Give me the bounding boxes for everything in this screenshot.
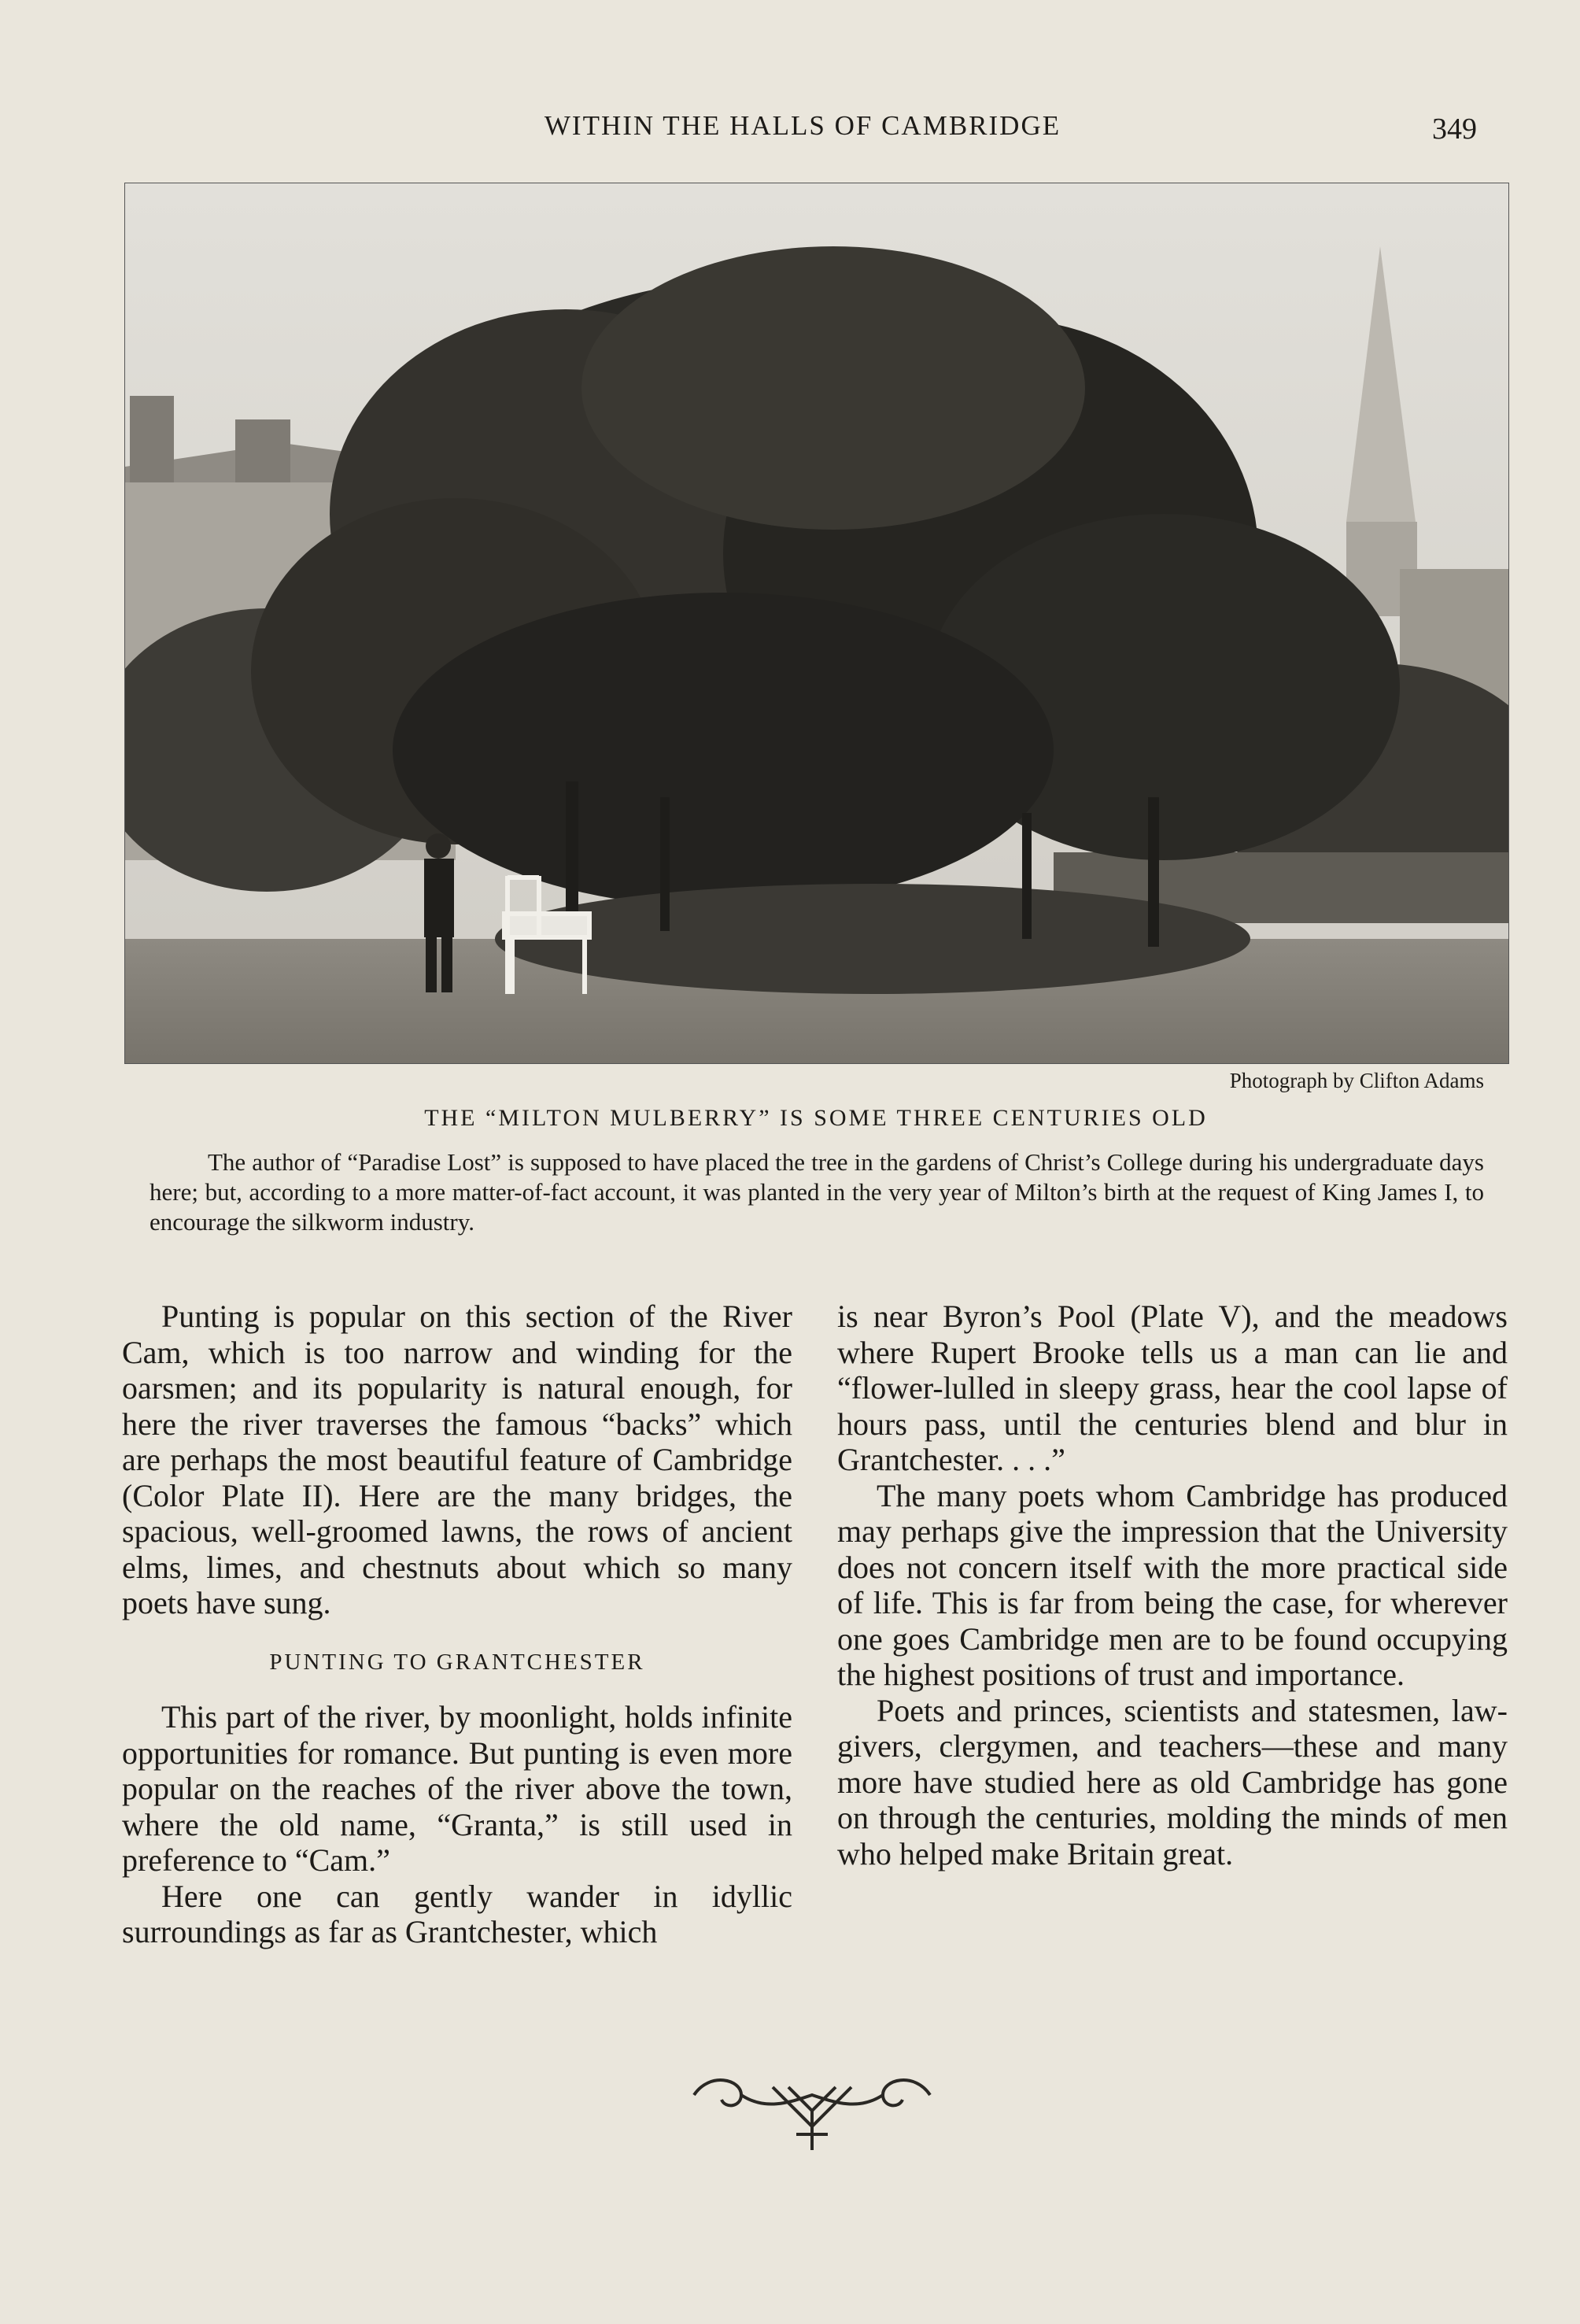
left-column: [122, 1299, 792, 1950]
page-number: 349: [1432, 113, 1477, 146]
paragraph: Punting is popular on this section of the River Cam, which is too narrow and winding for the oarsmen; and its popularity is natural enough, for here the river traverses the famous “backs” which are perhaps the most beautiful feature of Cambridge (Color Plate II). Here are the many bridges, the spacious, well-groomed lawns, the rows of ancient elms, limes, and chestnuts about which so many poets have sung.: [122, 1299, 792, 1620]
chimney: [235, 419, 290, 482]
running-header: [0, 110, 1580, 150]
caption-title: THE “MILTON MULBERRY” IS SOME THREE CENTURIES OLD: [424, 1105, 1208, 1131]
section-heading: PUNTING TO GRANTCHESTER: [269, 1649, 645, 1675]
paragraph: Poets and princes, scientists and statesmen, law-givers, clergymen, and teachers—these and many more have studied here as old Cambridge has gone on through the centuries, molding the minds of men who helped make Britain great.: [837, 1692, 1508, 1871]
photograph-illustration: [125, 183, 1508, 1063]
milton-mulberry-photograph: [124, 183, 1509, 1064]
right-column: [837, 1299, 1508, 1871]
paragraph: This part of the river, by moonlight, holds infinite opportunities for romance. But punting is even more popular on the reaches of the river above the town, where the old name, “Granta,” is still used in preference to “Cam.”: [122, 1699, 792, 1878]
paragraph: is near Byron’s Pool (Plate V), and the meadows where Rupert Brooke tells us a man can lie and “flower-lulled in sleepy grass, hear the cool lapse of hours pass, until the centuries blend and blur in Grantchester. . . .”: [837, 1299, 1508, 1477]
photo-credit: Photograph by Clifton Adams: [1229, 1069, 1484, 1092]
running-title: WITHIN THE HALLS OF CAMBRIDGE: [544, 110, 1061, 141]
chimney: [130, 396, 174, 482]
decorative-tailpiece-ornament: [678, 2064, 946, 2158]
paragraph: The many poets whom Cambridge has produced may perhaps give the impression that the University does not concern itself with the more practical side of life. This is far from being the case, for wherever one goes Cambridge men are to be found occupying the highest positions of trust and importance.: [837, 1477, 1508, 1692]
caption-text: The author of “Paradise Lost” is supposed to have placed the tree in the gardens of Christ’s College during his undergraduate days here; but, according to a more matter-of-fact account, it was planted in the very year of Milton’s birth at the request of King James I, to encourage the silkworm industry.: [150, 1148, 1484, 1236]
paragraph: Here one can gently wander in idyllic surroundings as far as Grantchester, which: [122, 1878, 792, 1949]
